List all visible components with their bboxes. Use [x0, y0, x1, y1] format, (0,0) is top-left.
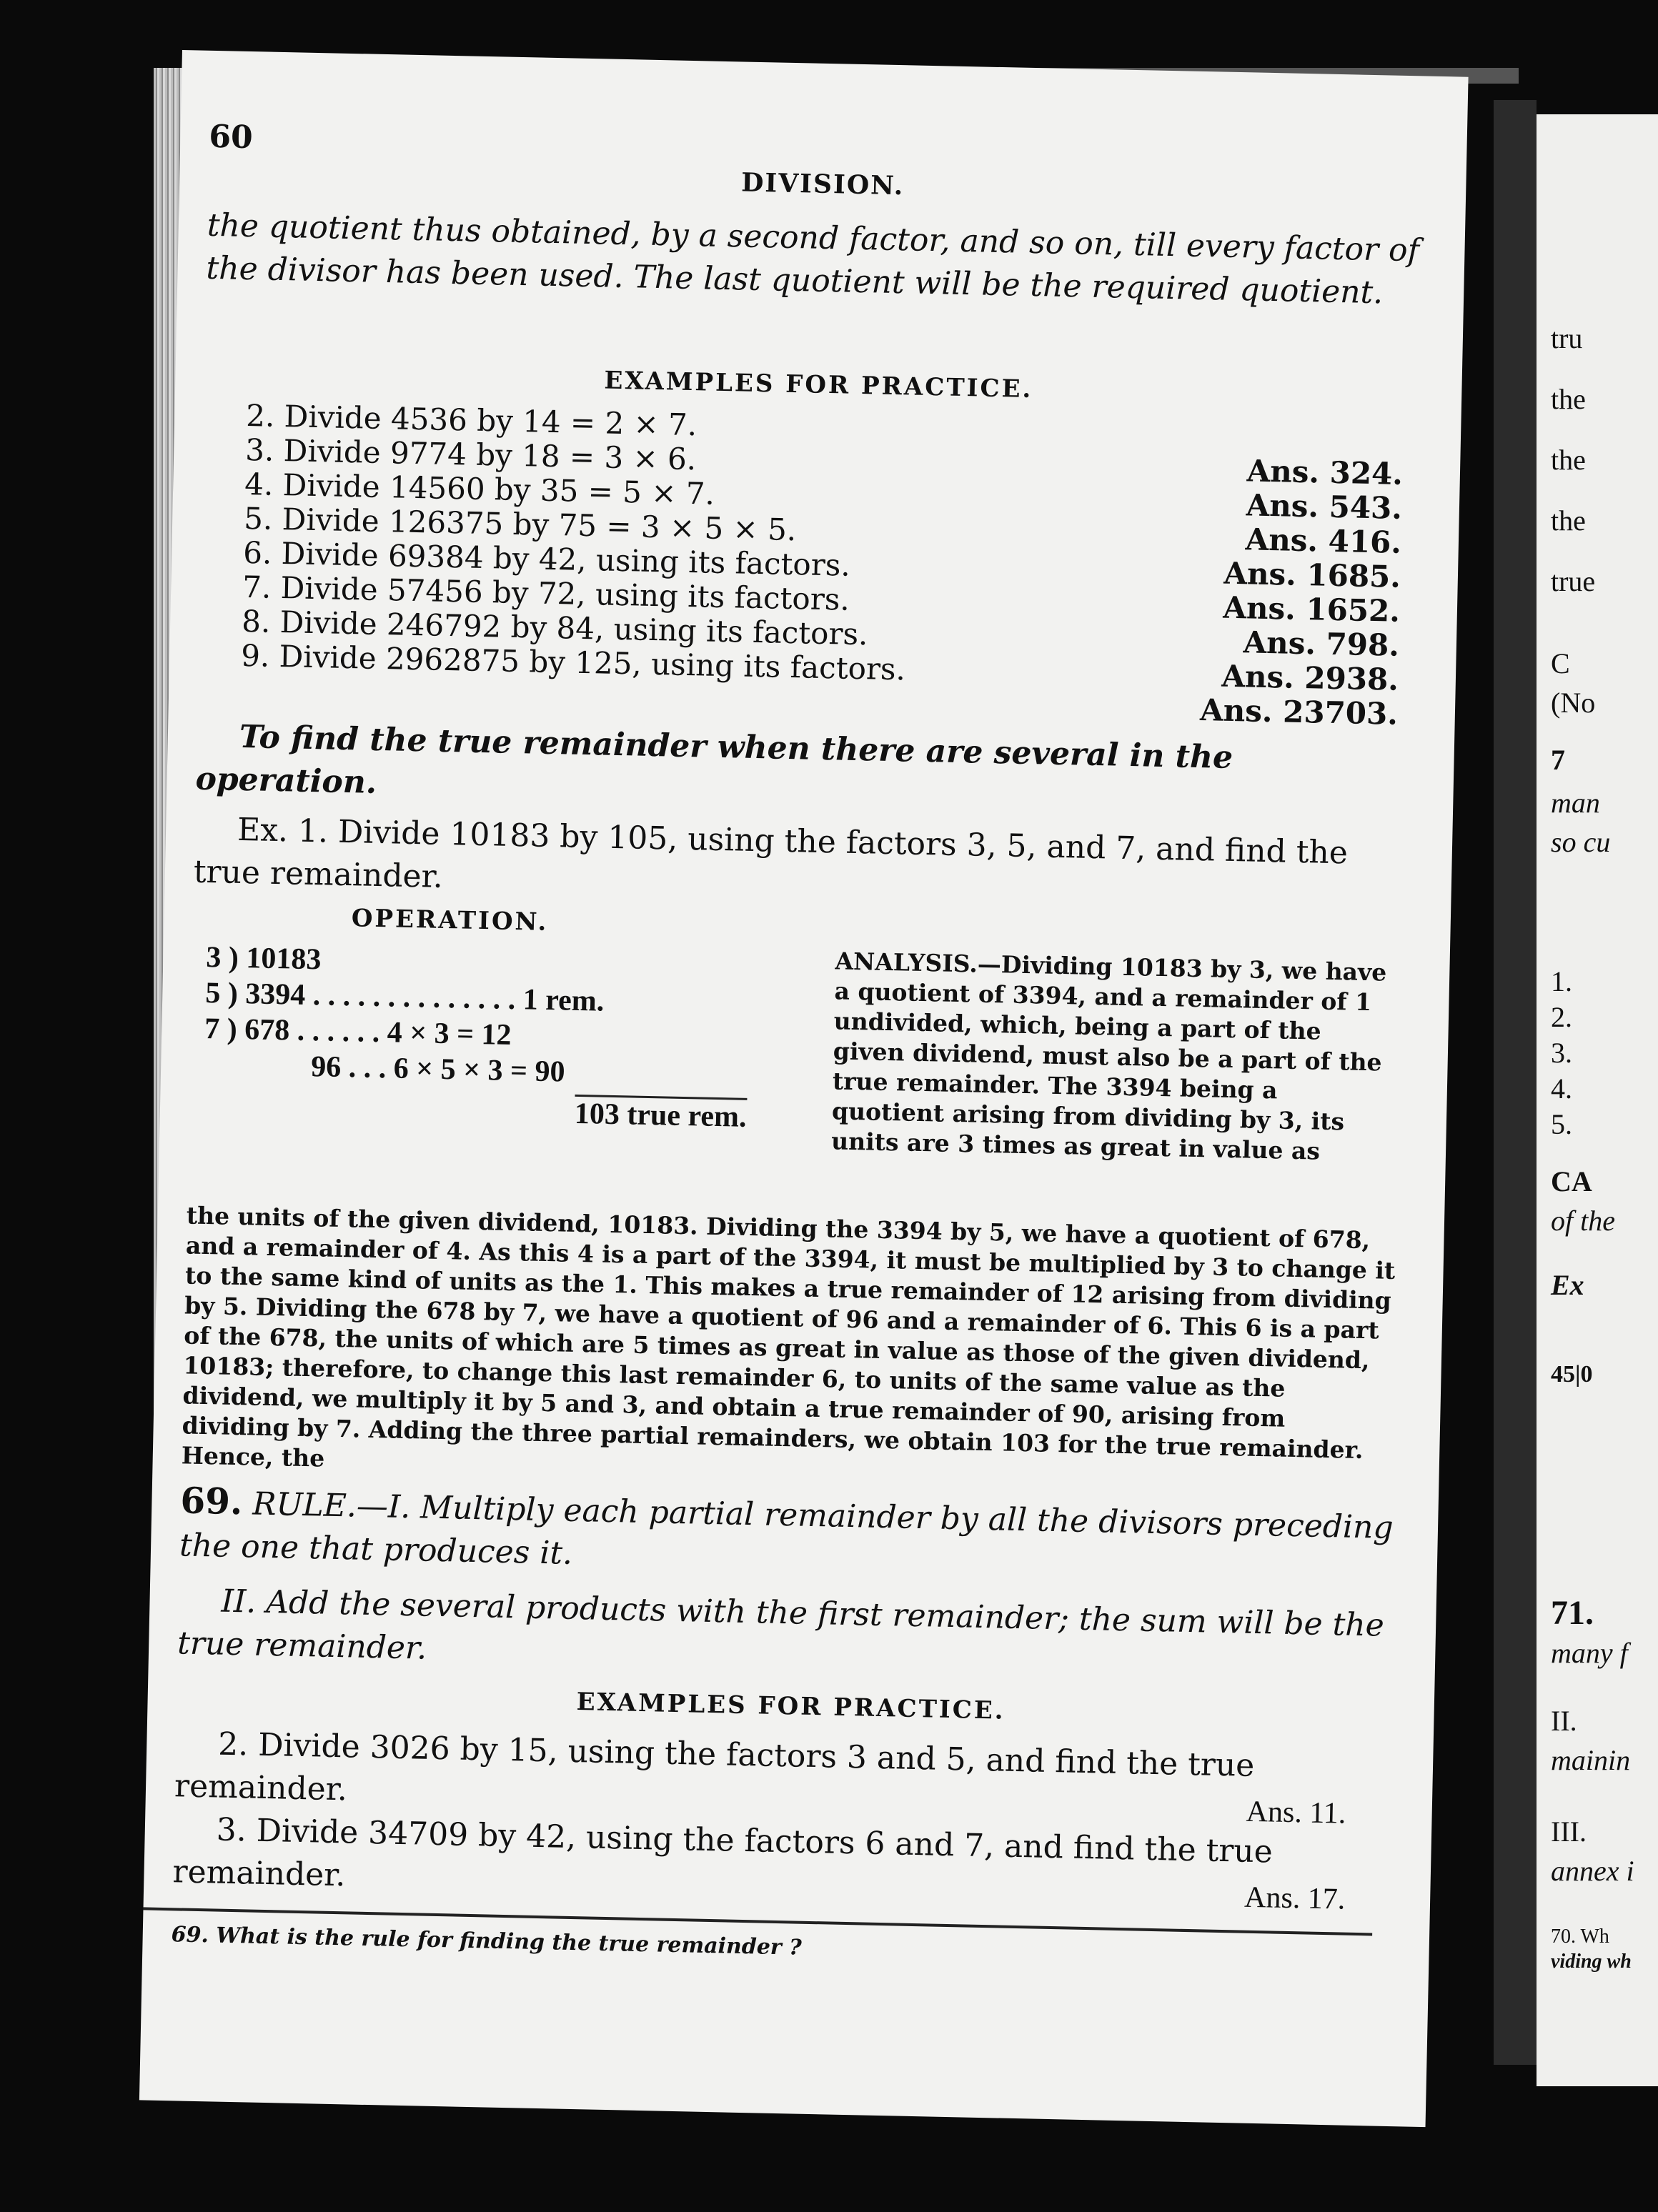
true-remainder-heading: To find the true remainder when there are several in the operation.	[195, 718, 1233, 801]
fragment-text: mainin	[1551, 1744, 1631, 1776]
operation-line: 96 . . . 6 × 5 × 3 = 90	[310, 1050, 565, 1089]
page-number: 60	[208, 118, 254, 156]
example-question: 4. Divide 14560 by 35 = 5 × 7.	[244, 466, 715, 512]
example-answer: Ans. 23703.	[1199, 692, 1399, 732]
example-question: 8. Divide 246792 by 84, using its factors.	[241, 603, 868, 652]
fragment-text: 70. Wh	[1551, 1925, 1609, 1948]
example-question: 7. Divide 57456 by 72, using its factors.	[242, 569, 850, 617]
examples-heading-1: EXAMPLES FOR PRACTICE.	[604, 366, 1033, 404]
operation-line: 3 ) 10183	[205, 940, 322, 977]
fragment-text: annex i	[1551, 1855, 1634, 1887]
fragment-text: 45|0	[1551, 1361, 1593, 1388]
analysis-text: ANALYSIS.—Dividing 10183 by 3, we have a quotient of 3394, and a remainder of 1 undivided, which, being a part of the given dividend, must also be a part of the true remainder. The 3394 being a quotient arising from dividing by 3, its units are 3 times as great in value as	[830, 947, 1387, 1165]
rule-one: RULE.—I. Multiply each partial remainder by all the divisors preceding the one that produces it.	[179, 1485, 1394, 1572]
operation-line: 7 ) 678 . . . . . . 4 × 3 = 12	[204, 1012, 512, 1052]
fragment-text: 3.	[1551, 1037, 1572, 1069]
example-question: 5. Divide 126375 by 75 = 3 × 5 × 5.	[243, 500, 797, 548]
example-2-answer: Ans. 11.	[1246, 1795, 1346, 1830]
fragment-text: 1.	[1551, 965, 1572, 997]
example-question: 9. Divide 2962875 by 125, using its factors.	[240, 637, 906, 687]
operation-label: OPERATION.	[351, 904, 549, 937]
fragment-text: true	[1551, 565, 1596, 597]
operation-line: 5 ) 3394 . . . . . . . . . . . . . . 1 rem.	[204, 976, 605, 1018]
fragment-text: the	[1551, 383, 1586, 415]
fragment-text: (No	[1551, 687, 1596, 719]
example-answer: Ans. 798.	[1243, 624, 1400, 663]
fragment-text: the	[1551, 504, 1586, 537]
right-page-fragment	[1537, 114, 1658, 2086]
fragment-text: the	[1551, 444, 1586, 476]
example-answer: Ans. 416.	[1245, 522, 1402, 560]
examples-heading-2: EXAMPLES FOR PRACTICE.	[576, 1688, 1006, 1725]
intro-text: the quotient thus obtained, by a second factor, and so on, till every factor of the divisor has been used. The last quotient will be the required quotient.	[206, 206, 1420, 312]
example-question: 6. Divide 69384 by 42, using its factors.	[242, 534, 851, 583]
example-3-answer: Ans. 17.	[1244, 1880, 1346, 1916]
operation-result: 103 true rem.	[574, 1095, 747, 1135]
fragment-text: 4.	[1551, 1072, 1572, 1105]
example-question: 2. Divide 4536 by 14 = 2 × 7.	[245, 397, 698, 443]
fragment-text: viding wh	[1551, 1951, 1632, 1973]
fragment-text: man	[1551, 787, 1600, 819]
analysis-continued: the units of the given dividend, 10183. Dividing the 3394 by 5, we have a quotient of 678, and a remainder of 4. As this 4 is a part of the 3394, it must be multiplied by 3 to change it to the same kind of units as the 1. This makes a true remainder of 12 arising from dividing by 5. Dividing the 678 by 7, we have a quotient of 96 and a remainder of 6. This 6 is a part of the 678, the units of which are 5 times as great in value as those of the given dividend, 10183; therefore, to change this last remainder 6, to units of the same value as the dividend, we multiply it by 5 and 3, and obtain a true remainder of 90, arising from dividing by 7. Adding the three partial remainders, we obtain 103 for the true remainder. Hence, the	[181, 1201, 1396, 1473]
fragment-text: many f	[1551, 1637, 1628, 1669]
example-answer: Ans. 2938.	[1221, 658, 1399, 697]
fragment-text: 71.	[1551, 1594, 1594, 1632]
example-1: Ex. 1. Divide 10183 by 105, using the factors 3, 5, and 7, and find the true remainder.	[193, 811, 1349, 895]
fragment-text: III.	[1551, 1815, 1587, 1848]
fragment-text: C	[1551, 647, 1570, 679]
fragment-text: II.	[1551, 1705, 1577, 1737]
example-answer: Ans. 324.	[1246, 453, 1404, 492]
fragment-text: so cu	[1551, 826, 1611, 858]
book-gutter	[1494, 100, 1537, 2065]
fragment-text: of the	[1551, 1205, 1615, 1237]
rule-number: 69.	[179, 1479, 244, 1523]
fragment-text: CA	[1551, 1165, 1592, 1197]
example-3: 3. Divide 34709 by 42, using the factors 6 and 7, and find the true remainder.	[172, 1811, 1274, 1894]
fragment-text: Ex	[1551, 1269, 1584, 1301]
example-answer: Ans. 1652.	[1222, 589, 1401, 629]
left-page	[139, 50, 1469, 2127]
example-2: 2. Divide 3026 by 15, using the factors 3 and 5, and find the true remainder.	[174, 1725, 1255, 1808]
fragment-text: 7	[1551, 744, 1565, 776]
rule-paragraph	[179, 1479, 1396, 1593]
fragment-text: 5.	[1551, 1108, 1572, 1140]
example-answer: Ans. 543.	[1246, 487, 1403, 526]
fragment-text: tru	[1551, 322, 1583, 354]
running-header: DIVISION.	[740, 167, 905, 201]
example-answer: Ans. 1685.	[1223, 555, 1401, 594]
footnote: 69. What is the rule for finding the true remainder ?	[171, 1922, 803, 1961]
rule-two: II. Add the several products with the first remainder; the sum will be the true remainder.	[177, 1583, 1385, 1667]
example-question: 3. Divide 9774 by 18 = 3 × 6.	[244, 432, 697, 477]
fragment-text: 2.	[1551, 1001, 1572, 1033]
